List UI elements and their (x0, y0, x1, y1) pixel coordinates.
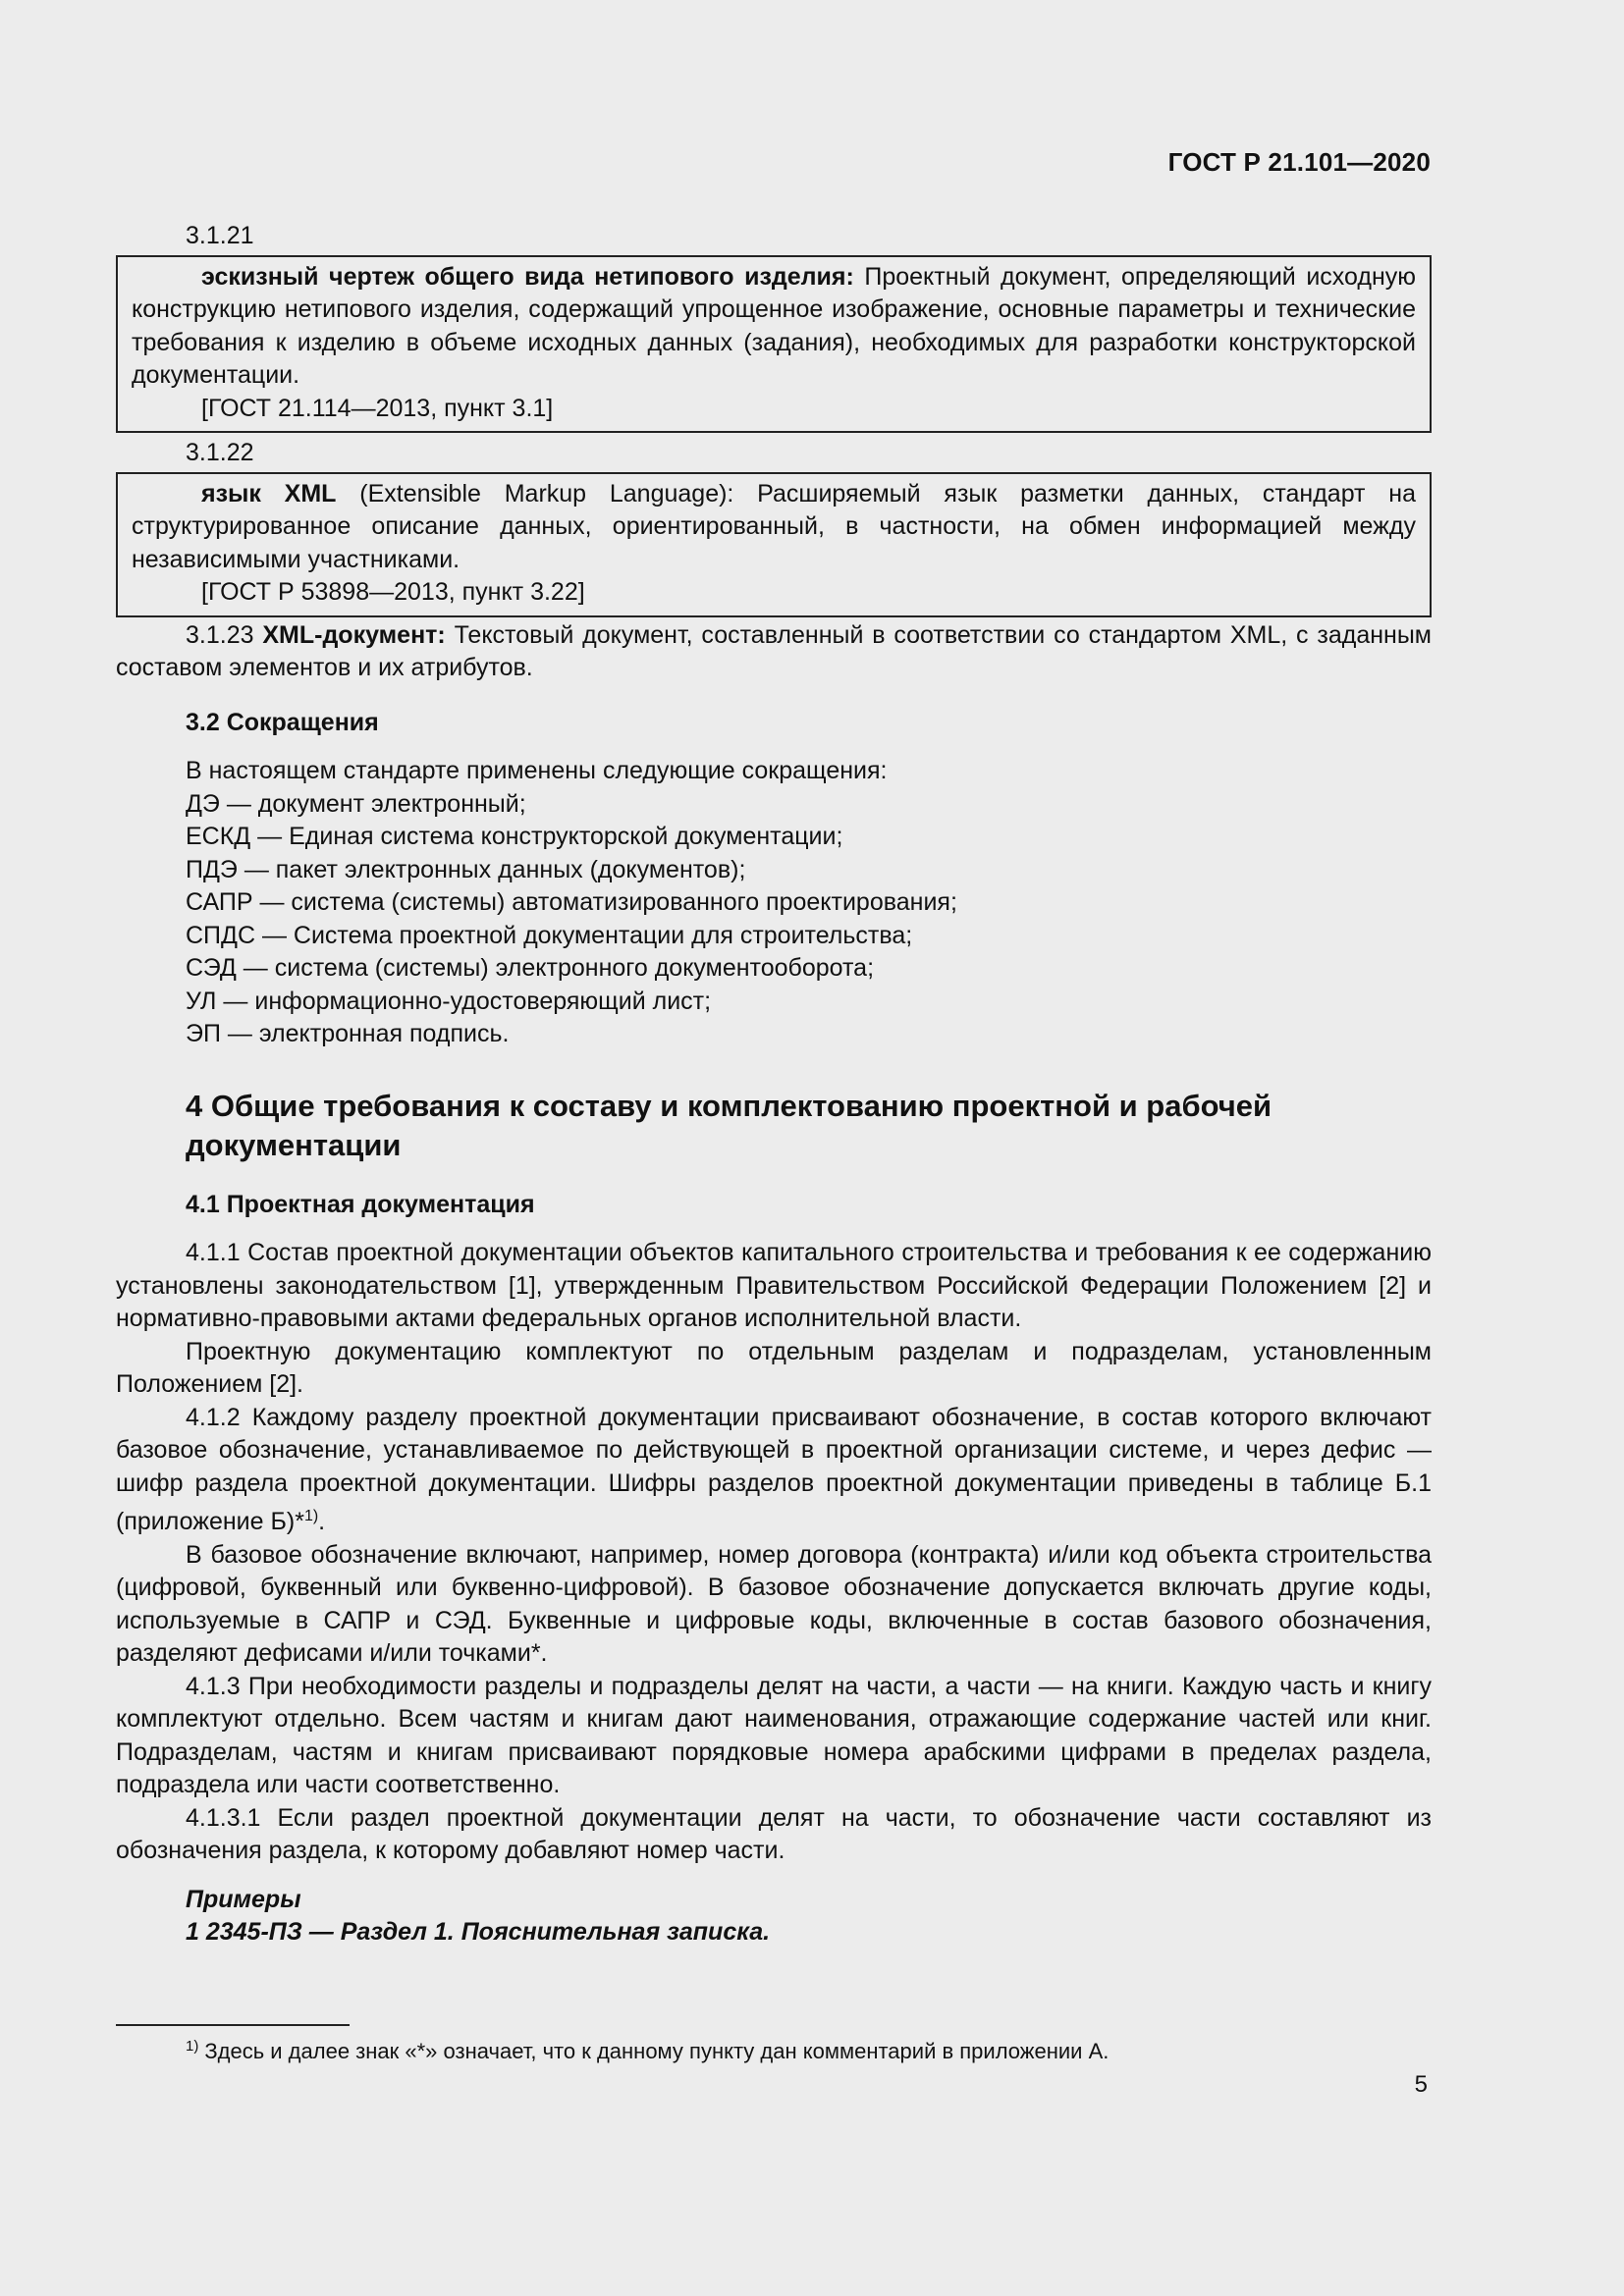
list-item: ПДЭ — пакет электронных данных (документов); (186, 855, 746, 883)
paragraph-text: 4.1.2 Каждому разделу проектной документации присваивают обозначение, в состав которого включают базовое обозначение, устанавливаемое по действующей в проектной организации системе, и через дефис — шифр раздела проектной документации. Шифры разделов проектной документации приведены в таблице Б.1 (приложение Б)* (116, 1403, 1432, 1535)
term-number: 3.1.23 (186, 620, 254, 649)
term-source: [ГОСТ Р 53898—2013, пункт 3.22] (201, 578, 585, 606)
paragraph-end: . (318, 1508, 326, 1535)
term-text: (Extensible Markup Language): Расширяемый язык разметки данных, стандарт на структурированное описание данных, ориентированный, в частности, на обмен информацией между независимыми участниками. (132, 479, 1417, 573)
list-item: ЕСКД — Единая система конструкторской документации; (186, 823, 843, 850)
paragraph: В базовое обозначение включают, например, номер договора (контракта) и/или код объекта строительства (цифровой, буквенный или буквенно-цифровой). В базовое обозначение допускается включать другие коды, используемые в САПР и СЭД. Буквенные и цифровые коды, включенные в состав базового обозначения, разделяют дефисами и/или точками*. (116, 1540, 1432, 1667)
footnote-ref[interactable]: 1) (303, 1508, 319, 1524)
footnote-text: Здесь и далее знак «*» означает, что к данному пункту дан комментарий в приложении А. (204, 2039, 1110, 2063)
term-definition-box (116, 255, 1432, 434)
paragraph: 4.1.3 При необходимости разделы и подразделы делят на части, а части — на книги. Каждую часть и книгу комплектуют отдельно. Всем частям и книгам дают наименования, отражающие содержание частей или книг. Подразделам, частям и книгам присваивают порядковые номера арабскими цифрами в пределах раздела, подраздела или части соответственно. (116, 1672, 1432, 1798)
examples-block (116, 1884, 1432, 1949)
footnote-separator (116, 2024, 350, 2026)
section-heading-4-1: 4.1 Проектная документация (186, 1190, 535, 1218)
list-item: САПР — система (системы) автоматизированного проектирования; (186, 888, 957, 916)
page-content (116, 220, 1432, 1949)
list-item: СЭД — система (системы) электронного документооборота; (186, 954, 875, 982)
term-number: 3.1.22 (186, 439, 254, 466)
paragraph: Проектную документацию комплектуют по отдельным разделам и подразделам, установленным Положением [2]. (116, 1337, 1432, 1398)
term-number: 3.1.21 (186, 222, 254, 249)
list-item: ЭП — электронная подпись. (186, 1020, 510, 1047)
section-heading-3-2: 3.2 Сокращения (186, 708, 379, 736)
paragraph: 4.1.1 Состав проектной документации объектов капитального строительства и требования к ее содержанию установлены законодательством [1], утвержденным Правительством Российской Федерации Положением [2] и нормативно-правовыми актами федеральных органов исполнительной власти. (116, 1239, 1432, 1332)
term-name: язык XML (201, 479, 337, 507)
examples-label: Примеры (186, 1885, 301, 1913)
list-item: ДЭ — документ электронный; (186, 789, 526, 818)
abbreviations-list (116, 755, 1432, 1051)
footnote (186, 2032, 1109, 2066)
example-item: 1 2345-ПЗ — Раздел 1. Пояснительная записка. (186, 1918, 771, 1946)
document-id-header: ГОСТ Р 21.101—2020 (1167, 147, 1431, 177)
section-heading-line: документации (186, 1127, 402, 1162)
paragraph (116, 1402, 1432, 1539)
footnote-mark: 1) (186, 2038, 199, 2055)
term-definition (132, 478, 1416, 577)
term-text: Проектный документ, определяющий исходную конструкцию нетипового изделия, содержащий упрощенное изображение, основные параметры и технические требования к изделию в объеме исходных данных (задания), необходимых для разработки конструкторской документации. (132, 262, 1416, 389)
term-name: XML-документ: (262, 620, 446, 649)
term-3-1-23 (116, 619, 1432, 685)
section-heading-line: 4 Общие требования к составу и комплектованию проектной и рабочей (186, 1088, 1272, 1123)
term-source: [ГОСТ 21.114—2013, пункт 3.1] (201, 394, 554, 422)
term-name: эскизный чертеж общего вида нетипового изделия: (201, 262, 854, 291)
term-text: Текстовый документ, составленный в соответствии со стандартом XML, с заданным составом элементов и их атрибутов. (116, 620, 1432, 681)
section-heading-4 (116, 1087, 1432, 1165)
term-definition-box (116, 472, 1432, 617)
page-number: 5 (1414, 2071, 1428, 2098)
list-item: УЛ — информационно-удостоверяющий лист; (186, 987, 712, 1015)
paragraph: 4.1.3.1 Если раздел проектной документации делят на части, то обозначение части составляют из обозначения раздела, к которому добавляют номер части. (116, 1803, 1432, 1864)
term-definition (132, 261, 1416, 393)
list-item: СПДС — Система проектной документации для строительства; (186, 921, 913, 949)
abbreviations-intro: В настоящем стандарте применены следующие сокращения: (186, 757, 888, 784)
